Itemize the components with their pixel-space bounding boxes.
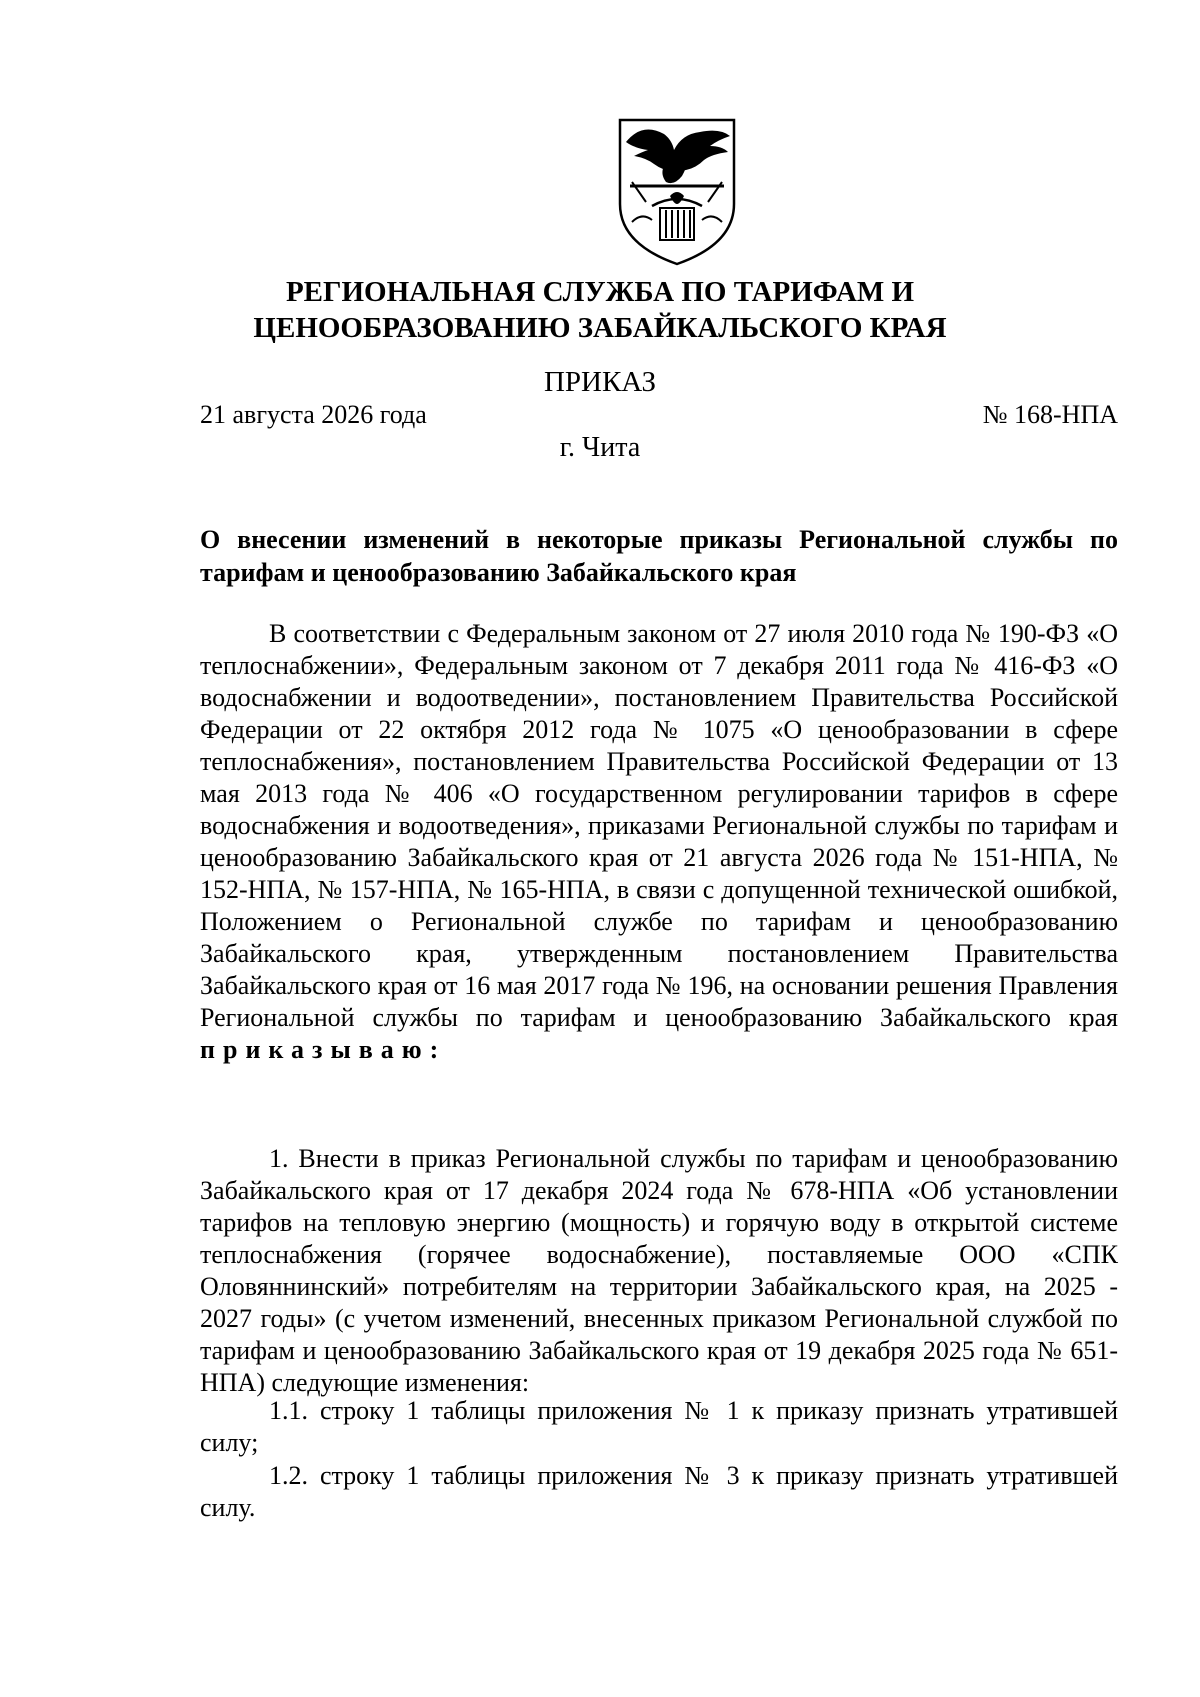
clause-1-text: 1. Внести в приказ Региональной службы по тарифам и ценообразованию Забайкальского края от 17 декабря 2024 года № 678-НПА «Об установлении тарифов на тепловую энергию (мощность) и горячую воду в открытой системе теплоснабжения (горячее водоснабжение), поставляемые ООО «СПК Оловяннинский» потребителям на территории Забайкальского края, на 2025 - 2027 годы» (с учетом изменений, внесенных приказом Региональной службой по тарифам и ценообразованию Забайкальского края от 19 декабря 2025 года № 651-НПА) следующие изменения: (200, 1144, 1118, 1397)
subject-line2: тарифам и ценообразованию Забайкальского края (200, 558, 797, 587)
coat-of-arms-icon (612, 112, 742, 270)
clause-1-1-text: 1.1. строку 1 таблицы приложения № 1 к приказу признать утратившей силу; (200, 1396, 1118, 1457)
preamble-text: В соответствии с Федеральным законом от 27 июля 2010 года № 190-ФЗ «О теплоснабжении», Федеральным законом от 7 декабря 2011 года № 416-ФЗ «О водоснабжении и водоотведении», постановлением Правительства Российской Федерации от 22 октября 2012 года № 1075 «О ценообразовании в сфере теплоснабжения», постановлением Правительства Российской Федерации от 13 мая 2013 года № 406 «О государственном регулировании тарифов в сфере водоснабжения и водоотведения», приказами Региональной службы по тарифам и ценообразованию Забайкальского края от 21 августа 2026 года № 151-НПА, № 152-НПА, № 157-НПА, № 165-НПА, в связи с допущенной технической ошибкой, Положением о Региональной службе по тарифам и ценообразованию Забайкальского края, утвержденным постановлением Правительства Забайкальского края от 16 мая 2017 года № 196, на основании решения Правления Региональной службы по тарифам и ценообразованию Забайкальского края (200, 619, 1118, 1032)
organization-name-line1: РЕГИОНАЛЬНАЯ СЛУЖБА ПО ТАРИФАМ И (285, 276, 915, 308)
organization-name-line2: ЦЕНООБРАЗОВАНИЮ ЗАБАЙКАЛЬСКОГО КРАЯ (253, 312, 947, 344)
clause-1-1 (200, 1395, 1118, 1459)
preamble-text-block (200, 618, 1118, 1066)
clause-1-2 (200, 1460, 1118, 1524)
subject-line1: О внесении изменений в некоторые приказы Региональной службы по (200, 525, 1118, 554)
clause-1-2-text: 1.2. строку 1 таблицы приложения № 3 к приказу признать утратившей силу. (200, 1461, 1118, 1522)
clause-1 (200, 1143, 1118, 1399)
document-date: 21 августа 2026 года (200, 400, 427, 429)
preamble-paragraph (200, 618, 1118, 1066)
document-number: № 168-НПА (982, 400, 1118, 429)
document-type: ПРИКАЗ (543, 366, 657, 398)
document-city: г. Чита (559, 432, 641, 463)
order-word: приказываю: (200, 1035, 447, 1064)
